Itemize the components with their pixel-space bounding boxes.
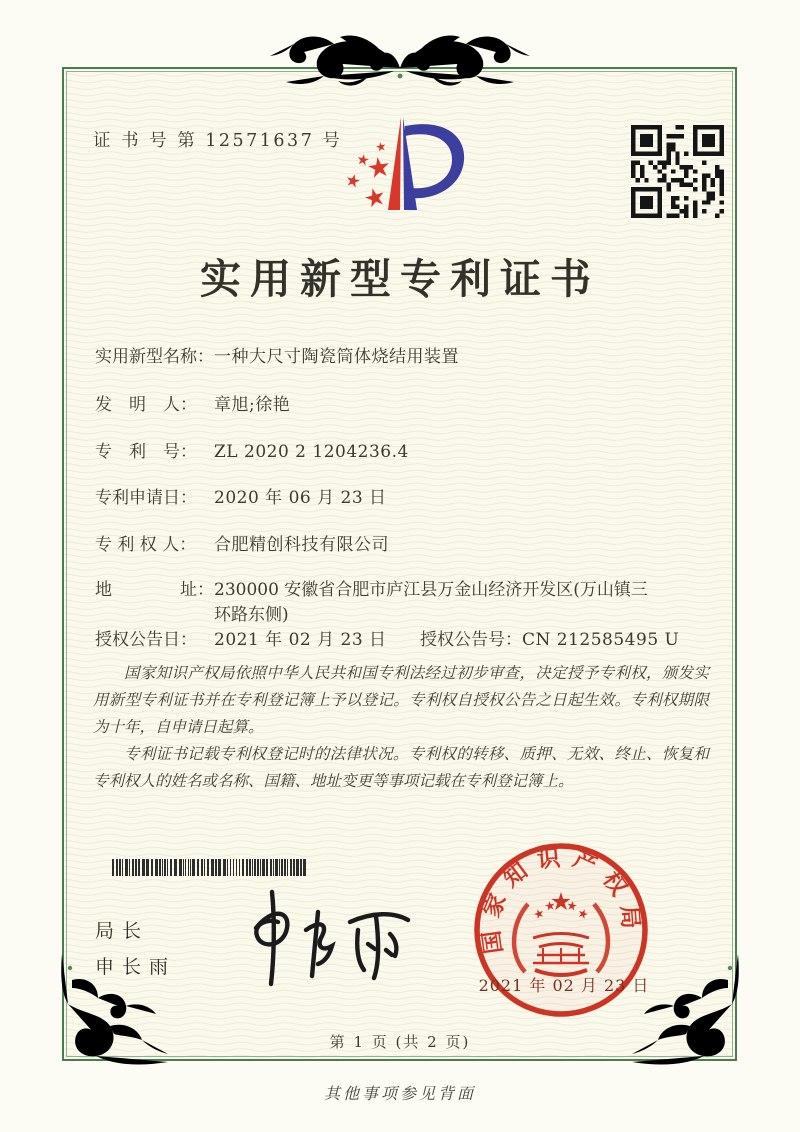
director-title: 局长 bbox=[95, 920, 150, 942]
top-flourish-ornament bbox=[270, 24, 530, 96]
director-name: 申长雨 bbox=[95, 956, 177, 978]
page-number: 第 1 页 (共 2 页) bbox=[329, 1033, 471, 1051]
back-side-note: 其他事项参见背面 bbox=[323, 1084, 476, 1103]
field-label: 专 利 权 人： bbox=[95, 535, 197, 555]
field-row-address bbox=[95, 578, 662, 628]
legal-paragraph-2: 专利证书记载专利权登记时的法律状况。专利权的转移、质押、无效、终止、恢复和专利权人的姓名或名称、国籍、地址变更等事项记载在专利登记簿上。 bbox=[93, 745, 709, 790]
seal-ring-text: 国家知识产权局 bbox=[476, 843, 646, 956]
legal-paragraph-1: 国家知识产权局依照中华人民共和国专利法经过初步审查，决定授予专利权，颁发实用新型专利证书并在专利登记簿上予以登记。专利权自授权公告之日起生效。专利权期限为十年，自申请日起算。 bbox=[93, 664, 709, 736]
field-value: CN 212585495 U bbox=[522, 630, 680, 650]
field-value: 2020 年 06 月 23 日 bbox=[214, 488, 387, 508]
field-row-patentee bbox=[95, 533, 389, 558]
legal-text-block bbox=[93, 660, 709, 795]
seal-date: 2021 年 02 月 23 日 bbox=[478, 976, 650, 995]
field-value: 230000 安徽省合肥市庐江县万金山经济开发区(万山镇三环路东侧) bbox=[214, 580, 648, 625]
field-value: 合肥精创科技有限公司 bbox=[214, 535, 389, 555]
grant-number-pair bbox=[420, 628, 679, 653]
field-row-grant bbox=[95, 628, 680, 653]
field-value: 一种大尺寸陶瓷筒体烧结用装置 bbox=[214, 347, 459, 367]
field-row-inventors bbox=[95, 393, 290, 418]
field-label: 发 明 人： bbox=[95, 395, 197, 415]
field-value: 2021 年 02 月 23 日 bbox=[214, 630, 387, 650]
field-label: 专 利 号： bbox=[95, 442, 197, 462]
field-label: 地 址： bbox=[95, 580, 214, 600]
field-label: 授权公告日： bbox=[95, 630, 197, 650]
qr-code bbox=[631, 125, 724, 218]
certificate-title: 实用新型专利证书 bbox=[200, 255, 600, 303]
certificate-number: 证 书 号 第 12571637 号 bbox=[93, 131, 343, 151]
field-label: 实用新型名称： bbox=[95, 347, 214, 367]
field-row-patent-number bbox=[95, 440, 409, 465]
field-label: 授权公告号： bbox=[420, 630, 522, 650]
field-row-patent-name bbox=[95, 345, 459, 370]
grant-date-pair bbox=[95, 630, 387, 650]
field-row-filing-date bbox=[95, 486, 387, 511]
director-signature bbox=[226, 886, 418, 990]
field-value: ZL 2020 2 1204236.4 bbox=[214, 442, 409, 462]
field-label: 专利申请日： bbox=[95, 488, 197, 508]
cnipa-logo bbox=[332, 110, 472, 216]
field-value: 章旭;徐艳 bbox=[214, 395, 291, 415]
barcode bbox=[112, 859, 308, 876]
